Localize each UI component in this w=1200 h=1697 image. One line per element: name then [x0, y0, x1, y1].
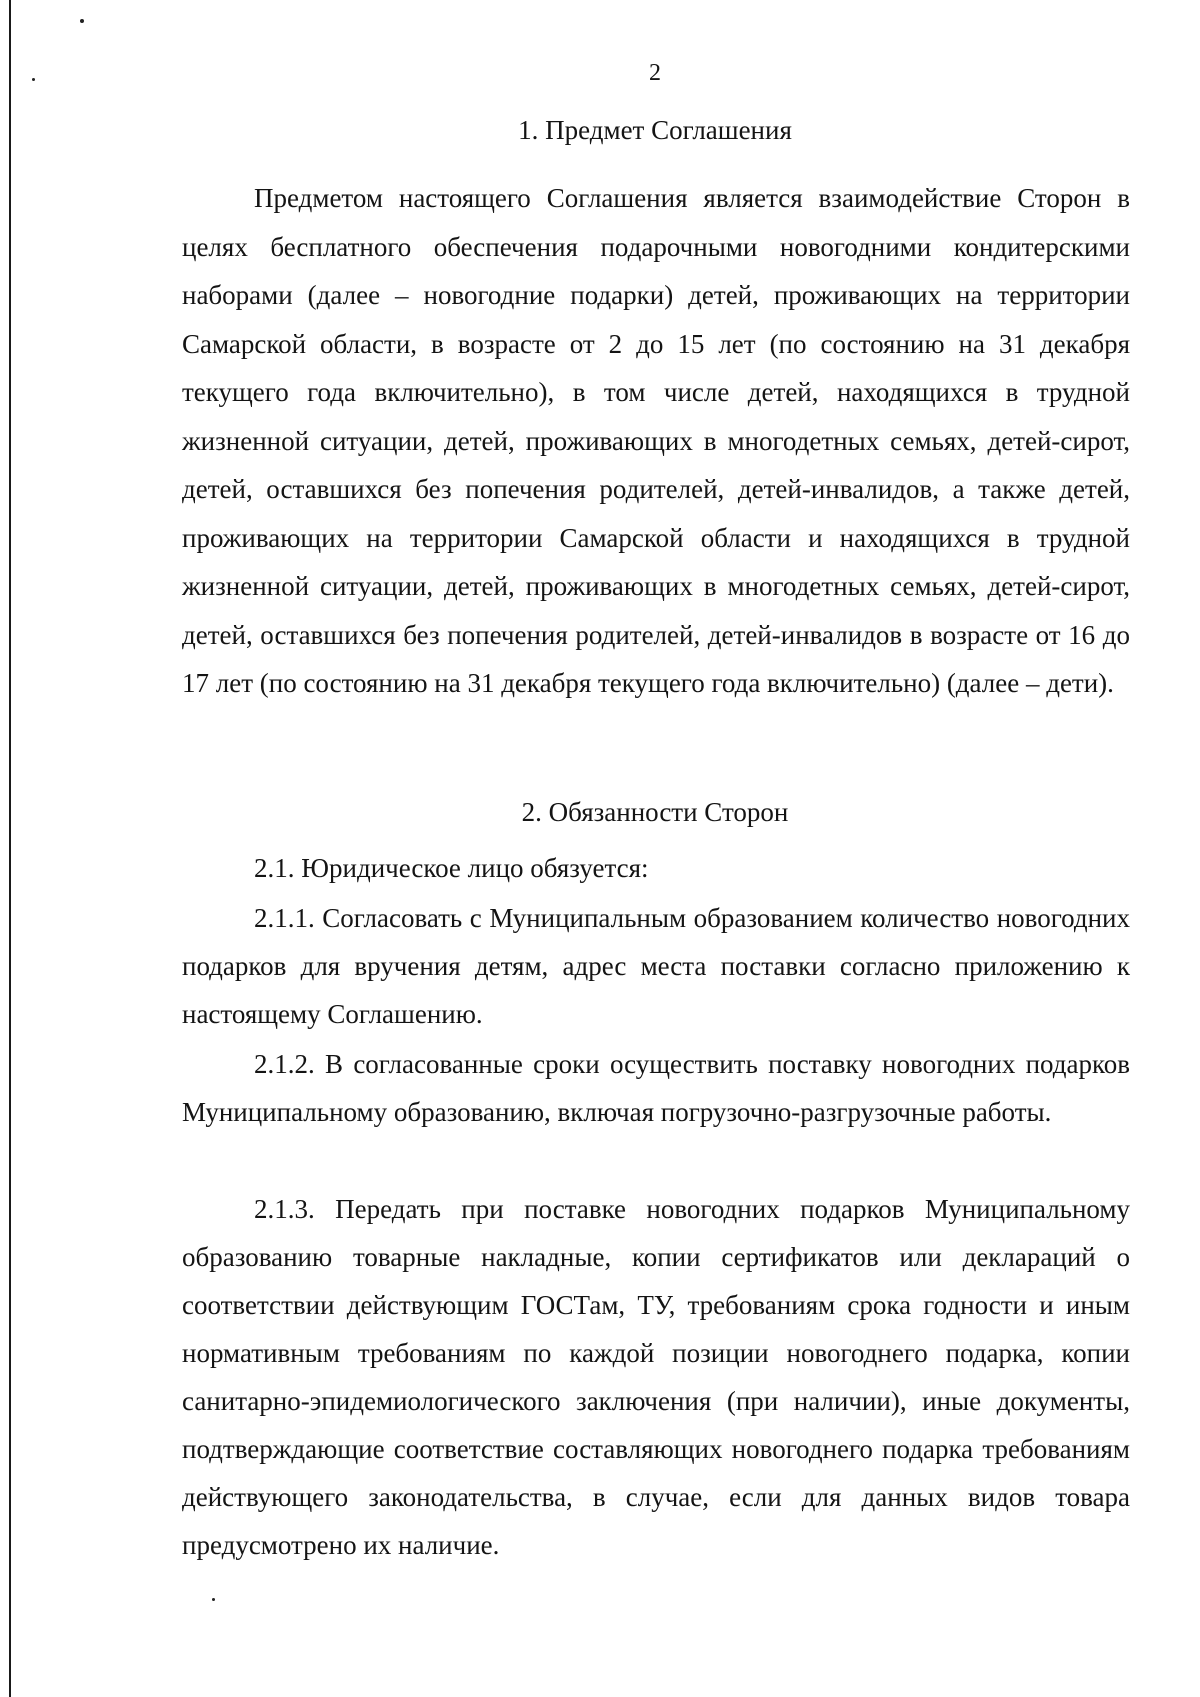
clause-2-1-2: 2.1.2. В согласованные сроки осуществить поставку новогодних подарков Муниципальному образованию, включая погрузочно-разгрузочные работы.	[182, 1049, 1130, 1127]
paragraph-subject: Предметом настоящего Соглашения является взаимодействие Сторон в целях бесплатного обеспечения подарочными новогодними кондитерскими наборами (далее – новогодние подарки) детей, проживающих на территории Самарской области, в возрасте от 2 до 15 лет (по состоянию на 31 декабря текущего года включительно), в том числе детей, находящихся в трудной жизненной ситуации, детей, проживающих в многодетных семьях, детей-сирот, детей, оставшихся без попечения родителей, детей-инвалидов, а также детей, проживающих на территории Самарской области и находящихся в трудной жизненной ситуации, детей, проживающих в многодетных семьях, детей-сирот, детей, оставшихся без попечения родителей, детей-инвалидов в возрасте от 16 до 17 лет (по состоянию на 31 декабря текущего года включительно) (далее – дети).	[182, 183, 1130, 698]
page-number: 2	[649, 60, 661, 86]
scan-left-border	[9, 0, 11, 1697]
section-heading-subject: 1. Предмет Соглашения	[518, 115, 792, 145]
scan-speck	[80, 19, 84, 23]
clause-2-1-1: 2.1.1. Согласовать с Муниципальным образованием количество новогодних подарков для вручения детям, адрес места поставки согласно приложению к настоящему Соглашению.	[182, 903, 1130, 1029]
clause-2-1: 2.1. Юридическое лицо обязуется:	[254, 853, 649, 883]
scan-speck	[212, 1598, 215, 1601]
clause-2-1-3: 2.1.3. Передать при поставке новогодних подарков Муниципальному образованию товарные накладные, копии сертификатов или деклараций о соответствии действующим ГОСТам, ТУ, требованиям срока годности и иным нормативным требованиям по каждой позиции новогоднего подарка, копии санитарно-эпидемиологического заключения (при наличии), иные документы, подтверждающие соответствие составляющих новогоднего подарка требованиям действующего законодательства, в случае, если для данных видов товара предусмотрено их наличие.	[182, 1194, 1130, 1560]
section-heading-obligations: 2. Обязанности Сторон	[521, 797, 789, 827]
